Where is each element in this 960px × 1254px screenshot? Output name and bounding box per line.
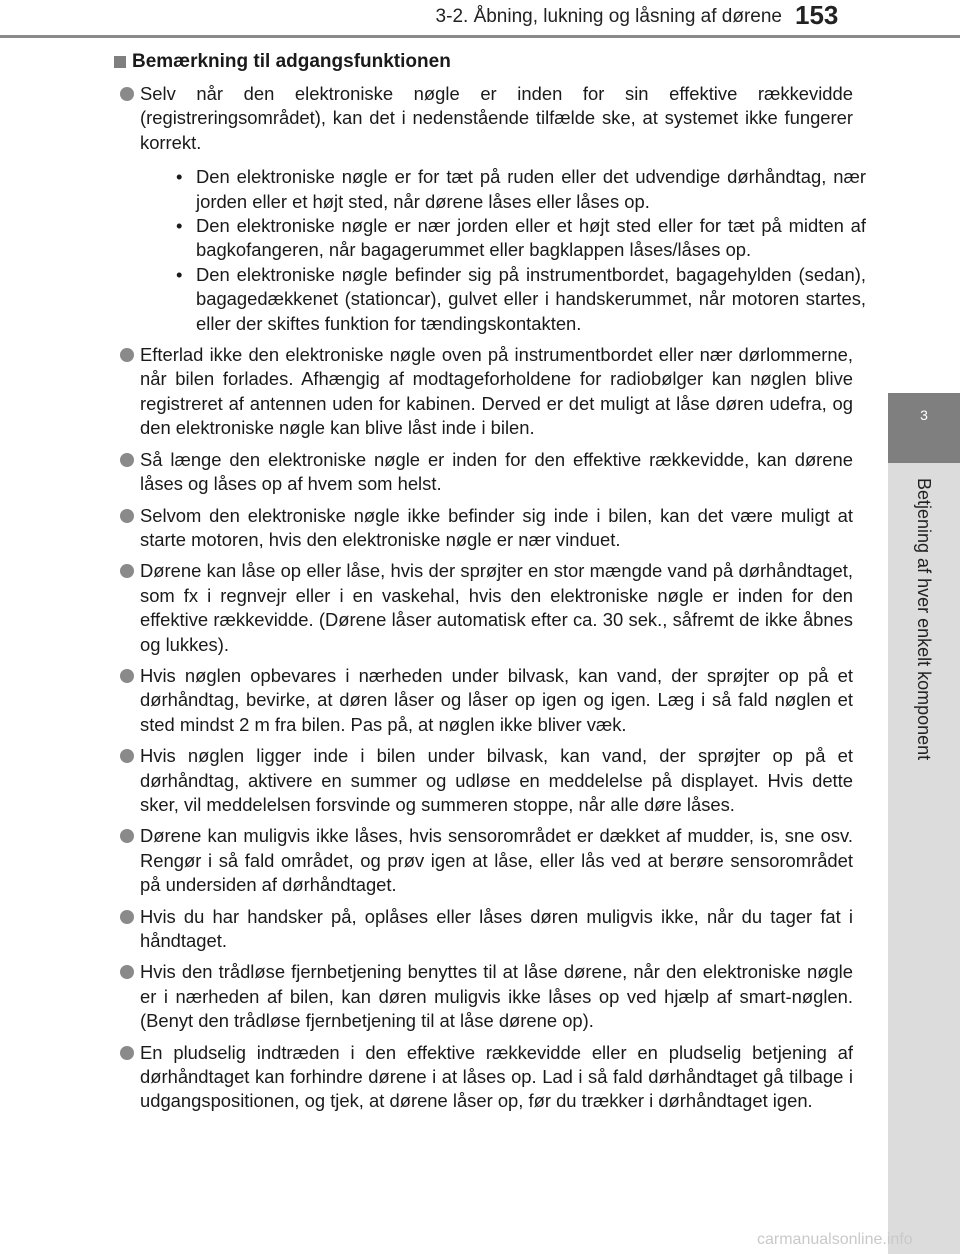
main-content	[114, 50, 866, 1121]
small-bullet-icon: •	[176, 215, 183, 237]
circle-bullet-icon	[120, 564, 134, 578]
item-text: Efterlad ikke den elektroniske nøgle oven på instrumentbordet eller nær dørlommerne, når bilen forlades. Afhængig af modtageforholdene for radiobølger kan nøglen blive registreret af antennen uden for kabinen. Derved er det muligt at låse døren udefra, og den elektroniske nøgle kan blive låst inde i bilen.	[140, 344, 853, 439]
page-number: 153	[795, 0, 839, 30]
list-item	[114, 504, 853, 553]
item-text: Så længe den elektroniske nøgle er inden for den effektive rækkevidde, kan dørene låses og låses op af hvem som helst.	[140, 448, 853, 495]
list-item	[114, 448, 853, 497]
list-item	[114, 343, 853, 441]
item-text: Dørene kan muligvis ikke låses, hvis sensorområdet er dækket af mudder, is, sne osv. Rengør i så fald området, og prøv igen at låse, eller lås ved at berøre sensorområdet på undersiden af dørhåndtaget.	[140, 825, 853, 896]
sub-item-text: Den elektroniske nøgle er for tæt på ruden eller det udvendige dørhåndtag, nær jorden eller et højt sted, når dørene låses eller låses op.	[196, 166, 866, 212]
sub-list-item	[166, 214, 866, 263]
header-rule	[0, 35, 960, 38]
circle-bullet-icon	[120, 509, 134, 523]
running-header: 3-2. Åbning, lukning og låsning af dørene	[435, 6, 782, 27]
circle-bullet-icon	[120, 749, 134, 763]
circle-bullet-icon	[120, 910, 134, 924]
item-text: Hvis nøglen ligger inde i bilen under bilvask, kan vand, der sprøjter op på et dørhåndtag, aktivere en summer og udløse en meddelelse på displayet. Hvis dette sker, vil meddelelsen forsvinde og summeren stoppe, når alle døre låses.	[140, 745, 853, 815]
item-text: Dørene kan låse op eller låse, hvis der sprøjter en stor mængde vand på dørhåndtaget, som fx i regnvejr eller i en vaskehal, hvis den elektroniske nøgle er inden for den effektive rækkevidde. (Dørene låser automatisk efter ca. 30 sek., såfremt de ikke åbnes og lukkes).	[140, 560, 853, 655]
circle-bullet-icon	[120, 829, 134, 843]
circle-bullet-icon	[120, 965, 134, 979]
list-item	[114, 960, 853, 1033]
item-text: Selvom den elektroniske nøgle ikke befinder sig inde i bilen, kan det være muligt at starte motoren, hvis den elektroniske nøgle er nær vinduet.	[140, 504, 853, 550]
small-bullet-icon: •	[176, 263, 183, 285]
chapter-tab	[888, 393, 960, 463]
watermark: carmanualsonline.info	[757, 1231, 913, 1248]
circle-bullet-icon	[120, 348, 134, 362]
sub-item-text: Den elektroniske nøgle er nær jorden eller et højt sted eller for tæt på midten af bagkofangeren, når bagagerummet eller bagklappen låses/låses op.	[196, 215, 866, 261]
item-text: En pludselig indtræden i den effektive rækkevidde eller en pludselig betjening af dørhåndtaget kan forhindre dørene i at låses op. Lad i så fald dørhåndtaget gå tilbage i udgangspositionen, og tjek, at dørene låser op, før du trækker i dørhåndtaget igen.	[140, 1041, 853, 1112]
list-item	[114, 824, 853, 897]
circle-bullet-icon	[120, 453, 134, 467]
circle-bullet-icon	[120, 669, 134, 683]
section-title: Bemærkning til adgangsfunktionen	[132, 51, 451, 72]
list-item	[114, 744, 853, 817]
sub-item-text: Den elektroniske nøgle befinder sig på instrumentbordet, bagagehylden (sedan), bagagedækkenet (stationcar), gulvet eller i handskerummet, når motoren startes, eller der skiftes funktion for tændingskontakten.	[196, 263, 866, 334]
sub-list-item	[166, 165, 866, 214]
list-item	[114, 1041, 853, 1114]
list-item	[114, 664, 853, 737]
chapter-title: Betjening af hver enkelt komponent	[914, 478, 934, 761]
small-bullet-icon: •	[176, 166, 183, 188]
section-heading	[114, 50, 853, 74]
circle-bullet-icon	[120, 1046, 134, 1060]
item-text: Hvis du har handsker på, oplåses eller låses døren muligvis ikke, når du tager fat i håndtaget.	[140, 905, 853, 951]
sub-list-item	[166, 263, 866, 336]
list-item	[114, 82, 866, 336]
sub-list	[166, 165, 866, 336]
circle-bullet-icon	[120, 87, 134, 101]
chapter-number: 3	[920, 407, 928, 423]
square-bullet-icon	[114, 56, 126, 68]
list-item	[114, 905, 853, 954]
item-text: Hvis nøglen opbevares i nærheden under bilvask, kan vand, der sprøjter op på et dørhåndtag, bevirke, at døren låser og låser op igen og igen. Læg i så fald nøglen et sted mindst 2 m fra bilen. Pas på, at nøglen ikke bliver væk.	[140, 664, 853, 735]
list-item	[114, 559, 853, 657]
item-text: Hvis den trådløse fjernbetjening benyttes til at låse dørene, når den elektroniske nøgle er i nærheden af bilen, kan døren muligvis ikke låses op ved hjælp af smart-nøglen. (Benyt den trådløse fjernbetjening til at låse dørene op).	[140, 961, 853, 1032]
item-text: Selv når den elektroniske nøgle er inden for sin effektive rækkevidde (registreringsområdet), kan det i nedenstående tilfælde ske, at systemet ikke fungerer korrekt.	[140, 83, 853, 153]
